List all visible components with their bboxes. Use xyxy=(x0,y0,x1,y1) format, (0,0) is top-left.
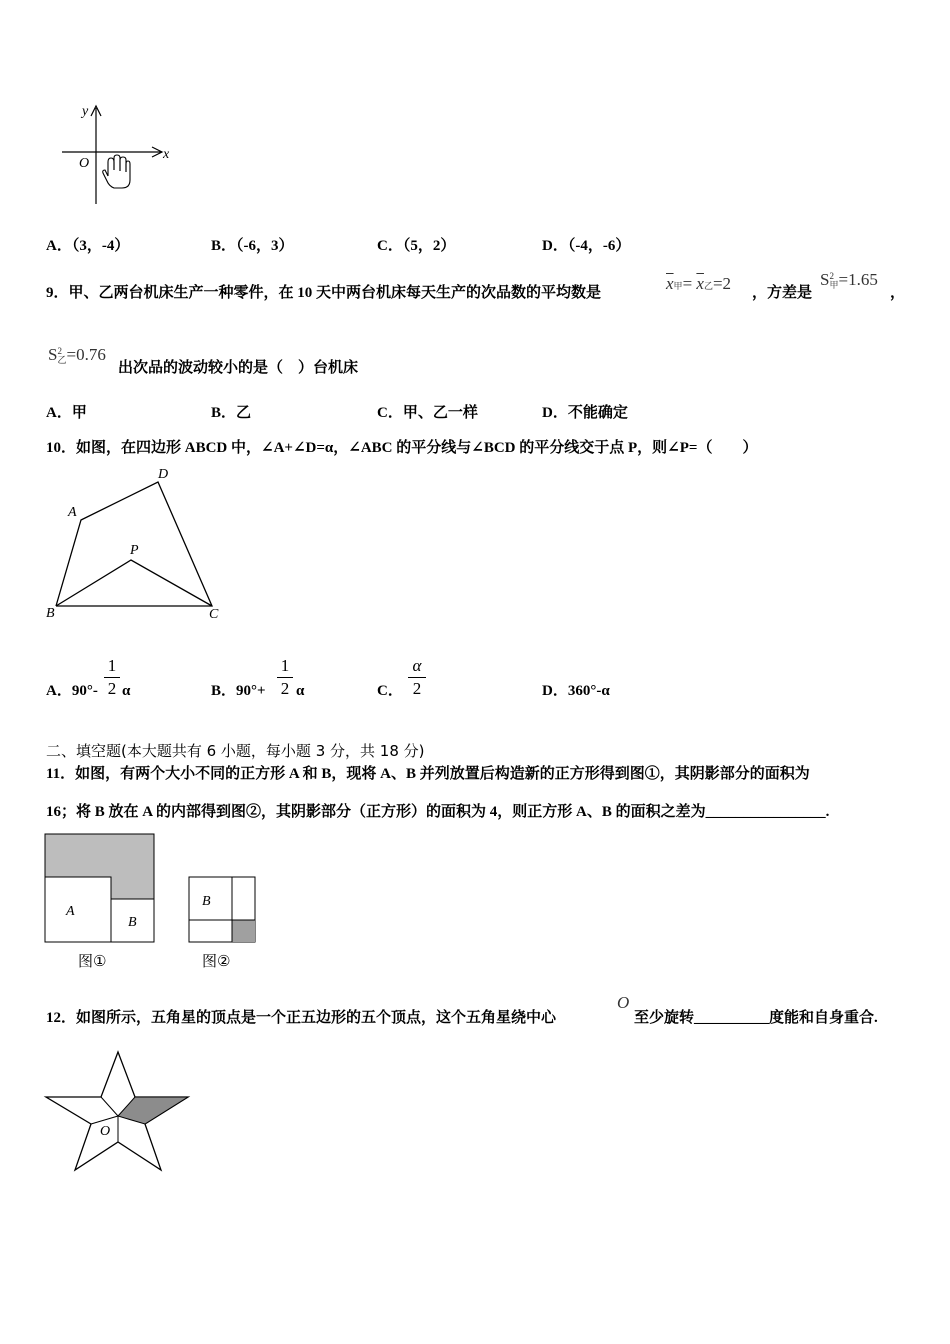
q12-text-part2: 至少旋转__________度能和自身重合. xyxy=(634,1010,878,1026)
q9-variance-yi xyxy=(48,345,106,365)
q9-var-s-jia: S xyxy=(820,270,830,289)
fraction-denominator: 2 xyxy=(412,679,422,698)
q11-figure-2-caption: 图② xyxy=(202,952,231,970)
q8-option-d[interactable]: D．（-4，-6） xyxy=(542,238,631,254)
q9-mean-x-yi: $\overline{x}$ xyxy=(696,274,704,293)
q9-var-sup-yi: 2 xyxy=(57,346,62,357)
vertex-label-b: B xyxy=(46,606,55,621)
vertex-label-d: D xyxy=(158,467,169,482)
x-axis-label: x xyxy=(163,147,170,162)
q9-sub-yi: 乙 xyxy=(703,281,713,291)
q8-option-c[interactable]: C．（5，2） xyxy=(377,238,456,254)
section-heading: 二、填空题(本大题共有 6 小题，每小题 3 分，共 18 分) xyxy=(46,742,425,760)
star-figure xyxy=(40,1050,195,1175)
q9-var-sup-jia: 2 xyxy=(829,271,834,282)
quadrilateral-figure xyxy=(40,464,240,624)
q9-mean-x-jia: $\overline{x}$ xyxy=(666,274,674,293)
fraction-numerator: 1 xyxy=(107,656,117,675)
q9-variance-jia xyxy=(820,270,878,290)
fraction-numerator: 1 xyxy=(280,656,290,675)
q10-option-b[interactable] xyxy=(211,682,266,700)
q10-option-a-alpha: α xyxy=(122,683,131,699)
q9-var-value-jia: =1.65 xyxy=(838,270,878,289)
vertex-label-p: P xyxy=(130,543,139,558)
q9-equals-two: =2 xyxy=(712,274,732,293)
q11-figure-2 xyxy=(188,876,258,946)
q9-var-value-yi: =0.76 xyxy=(66,345,106,364)
q9-text-part2: ，方差是 xyxy=(752,285,813,301)
square-b-label: B xyxy=(128,915,137,930)
q9-comma: ， xyxy=(890,285,906,301)
q10-option-a-fraction xyxy=(104,656,120,699)
q10-option-b-prefix: B．90°+ xyxy=(211,683,266,699)
q12-center-o: O xyxy=(617,993,630,1012)
q10-option-a-prefix: A．90°- xyxy=(46,683,98,699)
square-b-label: B xyxy=(202,894,211,909)
q11-line1: 11．如图，有两个大小不同的正方形 A 和 B，现将 A、B 并列放置后构造新的正方形得到图①，其阴影部分的面积为 xyxy=(46,766,810,782)
y-axis-label: y xyxy=(82,104,89,119)
q9-text-part3: 出次品的波动较小的是（ ）台机床 xyxy=(118,360,359,376)
q8-option-a[interactable]: A．（3，-4） xyxy=(46,238,130,254)
q10-option-c-fraction xyxy=(408,656,426,699)
star-center-label: O xyxy=(100,1124,111,1139)
q9-equals: = xyxy=(682,274,693,293)
fraction-numerator-alpha: α xyxy=(412,656,422,675)
q10-text: 10．如图，在四边形 ABCD 中，∠A+∠D=α，∠ABC 的平分线与∠BCD 的平分线交于点 P，则∠P=（ ） xyxy=(46,440,758,456)
q10-option-a[interactable] xyxy=(46,682,98,700)
q9-text-part1: 9．甲、乙两台机床生产一种零件，在 10 天中两台机床每天生产的次品数的平均数是 xyxy=(46,285,602,301)
q9-option-d[interactable]: D．不能确定 xyxy=(542,405,628,421)
q9-option-c[interactable]: C．甲、乙一样 xyxy=(377,405,478,421)
q10-option-d[interactable]: D．360°-α xyxy=(542,683,610,699)
hand-pointer-icon xyxy=(103,155,130,188)
q8-option-b[interactable]: B．（-6，3） xyxy=(211,238,294,254)
vertex-label-c: C xyxy=(209,607,219,622)
coordinate-axes-figure xyxy=(58,100,178,206)
fraction-denominator: 2 xyxy=(280,679,290,698)
q9-var-sub-jia: 甲 xyxy=(829,280,839,291)
q10-option-b-fraction xyxy=(277,656,293,699)
q11-figure-1-caption: 图① xyxy=(78,952,107,970)
q11-figure-1 xyxy=(44,833,156,945)
q9-mean-formula xyxy=(666,274,731,294)
q10-option-b-alpha: α xyxy=(296,683,305,699)
fraction-denominator: 2 xyxy=(107,679,117,698)
q9-sub-jia: 甲 xyxy=(673,281,683,291)
vertex-label-a: A xyxy=(68,505,77,520)
q9-var-sub-yi: 乙 xyxy=(57,355,67,366)
q9-option-a[interactable]: A．甲 xyxy=(46,405,87,421)
q12-text-part1: 12．如图所示，五角星的顶点是一个正五边形的五个顶点，这个五角星绕中心 xyxy=(46,1010,557,1026)
q10-option-c[interactable] xyxy=(377,682,403,700)
q11-line2: 16；将 B 放在 A 的内部得到图②，其阴影部分（正方形）的面积为 4，则正方形 A、B 的面积之差为________________. xyxy=(46,804,830,820)
origin-label: O xyxy=(79,156,90,171)
q9-option-b[interactable]: B．乙 xyxy=(211,405,252,421)
q10-option-c-prefix: C． xyxy=(377,683,403,699)
q9-var-s-yi: S xyxy=(48,345,58,364)
square-a-label: A xyxy=(66,904,75,919)
